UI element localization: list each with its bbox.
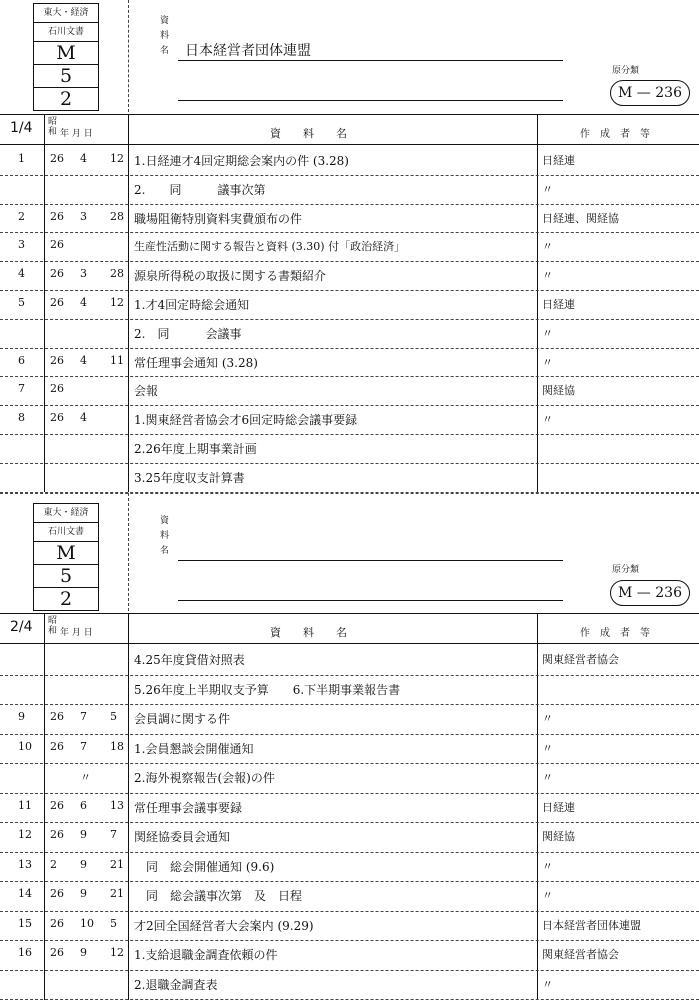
row-month: 3: [80, 209, 87, 223]
row-day: 5: [110, 710, 117, 723]
row-author: 〃: [542, 355, 553, 369]
row-number: 15: [18, 916, 32, 930]
row-divider: [0, 261, 699, 262]
row-number: 11: [18, 798, 32, 812]
row-divider: [0, 175, 699, 176]
row-title: 2.退職金調査表: [134, 977, 218, 992]
row-title: 関経協委員会通知: [134, 830, 231, 844]
row-month: 4: [80, 152, 87, 165]
row-author: 〃: [542, 326, 553, 340]
row-author: 〃: [542, 182, 553, 196]
col-date: 年 月 日: [60, 628, 93, 638]
row-divider: [0, 704, 699, 705]
row-year: 26: [50, 710, 64, 723]
row-day: 5: [110, 916, 117, 930]
col-era: 昭和: [48, 616, 58, 636]
row-title: 常任理事会議事要録: [134, 800, 243, 815]
row-title: 1.関東経営者協会才6回定時総会議事要録: [134, 413, 358, 428]
row-title: 2.26年度上期事業計画: [134, 442, 257, 456]
row-divider: [0, 405, 699, 406]
row-divider: [0, 232, 699, 233]
row-number: 5: [18, 296, 25, 309]
ref-label: 原分類: [612, 565, 640, 575]
row-divider: [0, 290, 699, 291]
material-label-3: 名: [160, 546, 170, 556]
row-author: 日経連: [542, 154, 575, 167]
row-day: 18: [110, 739, 124, 753]
row-number: 13: [18, 857, 32, 871]
row-title: 常任理事会通知 (3.28): [134, 355, 258, 370]
row-divider: [0, 970, 699, 971]
stamp-collection: 石川文書: [34, 23, 98, 42]
row-divider: [0, 204, 699, 205]
row-month: 〃: [80, 771, 91, 784]
row-month: 7: [80, 739, 87, 753]
row-title: 2.海外視察報告(会報)の件: [134, 771, 275, 785]
row-number: 16: [18, 946, 32, 959]
material-label-1: 資: [160, 16, 170, 26]
row-title: 会員調に関する件: [134, 712, 231, 726]
row-number: 2: [18, 209, 25, 223]
page-number: 2/4: [10, 619, 33, 635]
row-month: 9: [80, 946, 87, 959]
row-day: 12: [110, 296, 124, 309]
row-title: 才2回全国経営者大会案内 (9.29): [134, 918, 314, 933]
ref-label: 原分類: [612, 66, 640, 76]
row-author: 日経連: [542, 298, 575, 311]
row-year: 26: [50, 238, 64, 252]
row-year: 26: [50, 411, 64, 425]
row-title: 1.才4回定時総会通知: [134, 298, 250, 312]
row-month: 9: [80, 857, 87, 871]
material-title: 日本経営者団体連盟: [185, 43, 311, 59]
row-day: 21: [110, 857, 124, 871]
stamp-archive: 東大・経済: [34, 504, 98, 523]
col-material: 資 料 名: [270, 626, 347, 639]
row-author: 関東経営者協会: [542, 948, 619, 961]
row-month: 4: [80, 411, 87, 425]
row-number: 1: [18, 152, 25, 165]
row-month: 7: [80, 710, 87, 723]
row-number: 14: [18, 887, 32, 900]
row-divider: [0, 434, 699, 435]
row-divider: [0, 463, 699, 464]
row-month: 9: [80, 828, 87, 841]
row-title: 3.25年度収支計算書: [134, 470, 245, 485]
row-day: 7: [110, 828, 117, 841]
row-title: 職場阻衛特別資料実費頒布の件: [134, 211, 303, 226]
material-label-2: 料: [160, 31, 170, 41]
row-number: 8: [18, 411, 25, 425]
stamp-code-1: M: [34, 42, 98, 65]
row-year: 26: [50, 152, 64, 165]
row-year: 26: [50, 296, 64, 309]
row-divider: [0, 881, 699, 882]
row-number: 12: [18, 828, 32, 841]
ref-code: M — 236: [610, 80, 690, 106]
row-number: 3: [18, 238, 25, 252]
row-divider: [0, 763, 699, 764]
row-title: 生産性活動に関する報告と資料 (3.30) 付「政治経済」: [134, 240, 406, 254]
row-divider: [0, 376, 699, 377]
material-label-1: 資: [160, 516, 170, 526]
row-year: 26: [50, 353, 64, 367]
row-title: 同 総会議事次第 及 日程: [134, 889, 303, 903]
row-divider: [0, 822, 699, 823]
row-title: 1.日経連才4回定期総会案内の件 (3.28): [134, 154, 349, 168]
row-author: 〃: [542, 771, 553, 784]
row-number: 7: [18, 382, 25, 396]
row-author: 〃: [542, 741, 553, 755]
row-day: 12: [110, 946, 124, 959]
archive-stamp: [33, 503, 99, 611]
col-date: 年 月 日: [60, 129, 93, 139]
col-material: 資 料 名: [270, 127, 347, 140]
row-number: 9: [18, 710, 25, 723]
row-month: 4: [80, 353, 87, 367]
row-divider: [0, 940, 699, 941]
row-divider: [0, 675, 699, 676]
row-title: 1.支給退職金調査依頼の件: [134, 948, 278, 962]
row-author: 〃: [542, 240, 553, 254]
row-year: 26: [50, 382, 64, 396]
row-year: 26: [50, 887, 64, 900]
col-author: 作 成 者 等: [580, 628, 650, 639]
row-title: 会報: [134, 384, 159, 399]
row-year: 26: [50, 946, 64, 959]
row-day: 21: [110, 887, 124, 900]
row-day: 13: [110, 798, 124, 812]
row-author: 〃: [542, 977, 553, 991]
row-author: 関経協: [542, 384, 575, 398]
row-day: 28: [110, 267, 124, 281]
ref-code: M — 236: [610, 580, 690, 606]
col-author: 作 成 者 等: [580, 129, 650, 140]
row-divider: [0, 911, 699, 912]
row-author: 日本経営者団体連盟: [542, 918, 641, 932]
row-divider: [0, 734, 699, 735]
row-day: 11: [110, 353, 124, 367]
row-month: 6: [80, 798, 87, 812]
row-author: 〃: [542, 413, 553, 427]
row-number: 4: [18, 267, 25, 281]
row-author: 関東経営者協会: [542, 653, 619, 666]
row-year: 26: [50, 209, 64, 223]
page-number: 1/4: [10, 120, 33, 136]
row-author: 日経連、関経協: [542, 211, 619, 225]
row-author: 関経協: [542, 830, 575, 843]
row-year: 26: [50, 798, 64, 812]
row-day: 12: [110, 152, 124, 165]
stamp-collection: 石川文書: [34, 523, 98, 542]
row-title: 同 総会開催通知 (9.6): [134, 859, 275, 874]
row-author: 〃: [542, 859, 553, 873]
row-author: 〃: [542, 269, 553, 283]
row-title: 2. 同 議事次第: [134, 182, 266, 197]
col-era: 昭和: [48, 117, 58, 137]
row-author: 日経連: [542, 800, 575, 814]
row-title: 5.26年度上半期収支予算 6.下半期事業報告書: [134, 682, 401, 697]
material-label-3: 名: [160, 46, 170, 56]
stamp-code-3: 2: [59, 88, 73, 110]
row-day: 28: [110, 209, 124, 223]
row-year: 26: [50, 267, 64, 281]
row-author: 〃: [542, 712, 553, 725]
row-year: 2: [50, 857, 57, 871]
stamp-code-2: 5: [34, 65, 98, 88]
archive-stamp: [33, 3, 99, 111]
row-author: 〃: [542, 889, 553, 902]
row-year: 26: [50, 916, 64, 930]
row-number: 10: [18, 739, 32, 753]
stamp-code-3: 2: [59, 588, 73, 610]
row-month: 3: [80, 267, 87, 281]
row-title: 2. 同 会議事: [134, 326, 242, 341]
row-year: 26: [50, 828, 64, 841]
stamp-code-2: 5: [34, 565, 98, 588]
row-divider: [0, 852, 699, 853]
row-month: 4: [80, 296, 87, 309]
row-year: 26: [50, 739, 64, 753]
row-number: 6: [18, 353, 25, 367]
material-label-2: 料: [160, 531, 170, 541]
row-divider: [0, 319, 699, 320]
row-divider: [0, 348, 699, 349]
row-title: 1.会員懇談会開催通知: [134, 741, 254, 756]
stamp-archive: 東大・経済: [34, 4, 98, 23]
row-month: 10: [80, 916, 94, 930]
row-title: 源泉所得税の取扱に関する書類紹介: [134, 269, 327, 284]
row-month: 9: [80, 887, 87, 900]
row-divider: [0, 793, 699, 794]
row-title: 4.25年度貸借対照表: [134, 653, 245, 667]
stamp-code-1: M: [34, 542, 98, 565]
